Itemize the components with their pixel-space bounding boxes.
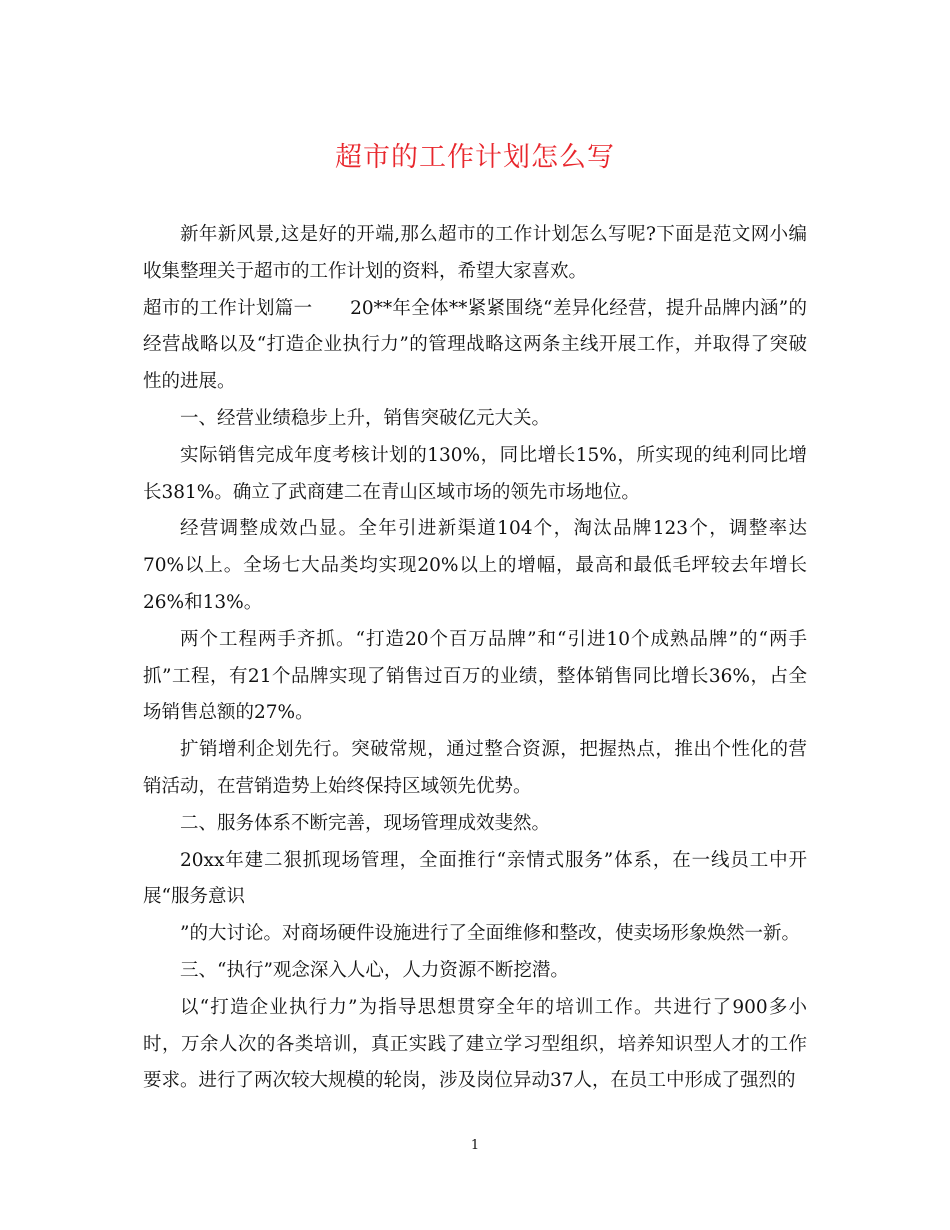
paragraph-intro: 新年新风景,这是好的开端,那么超市的工作计划怎么写呢?下面是范文网小编收集整理关于超市的工作计划的资料，希望大家喜欢。 xyxy=(143,224,807,282)
paragraph-adjustment: 经营调整成效凸显。全年引进新渠道104个，淘汰品牌123个，调整率达70%以上。全场七大品类均实现20%以上的增幅，最高和最低毛坪较去年增长26%和13%。 xyxy=(143,518,807,613)
paragraph-sales: 实际销售完成年度考核计划的130%，同比增长15%，所实现的纯利同比增长381%。确立了武商建二在青山区域市场的领先市场地位。 xyxy=(143,444,807,503)
paragraph-two-projects: 两个工程两手齐抓。“打造20个百万品牌”和“引进10个成熟品牌”的“两手抓”工程，有21个品牌实现了销售过百万的业绩，整体销售同比增长36%，占全场销售总额的27%。 xyxy=(143,628,807,724)
paragraph-promotion: 扩销增利企划先行。突破常规，通过整合资源，把握热点，推出个性化的营销活动，在营销造势上始终保持区域领先优势。 xyxy=(143,739,807,797)
paragraph-training: 以“打造企业执行力”为指导思想贯穿全年的培训工作。共进行了900多小时，万余人次的各类培训，真正实践了建立学习型组织，培养知识型人才的工作要求。进行了两次较大规模的轮岗，涉及岗位异动37人，在员工中形成了强烈的 xyxy=(143,996,807,1092)
section-heading-2: 二、服务体系不断完善，现场管理成效斐然。 xyxy=(180,812,551,834)
paragraph-service: 20xx年建二狠抓现场管理，全面推行“亲情式服务”体系，在一线员工中开展“服务意识 xyxy=(143,849,807,908)
section-heading-1: 一、经营业绩稳步上升，销售突破亿元大关。 xyxy=(180,407,551,429)
paragraph-plan-1: 超市的工作计划篇一 20**年全体**紧紧围绕“差异化经营，提升品牌内涵”的经营战略以及“打造企业执行力”的管理战略这两条主线开展工作，并取得了突破性的进展。 xyxy=(143,297,807,393)
document-body xyxy=(143,217,807,1100)
page-title: 超市的工作计划怎么写 xyxy=(335,142,615,173)
page-number: 1 xyxy=(470,1138,480,1153)
section-heading-3: 三、“执行”观念深入人心，人力资源不断挖潜。 xyxy=(180,959,569,981)
paragraph-service-cont: ”的大讨论。对商场硬件设施进行了全面维修和整改，使卖场形象焕然一新。 xyxy=(180,923,800,945)
